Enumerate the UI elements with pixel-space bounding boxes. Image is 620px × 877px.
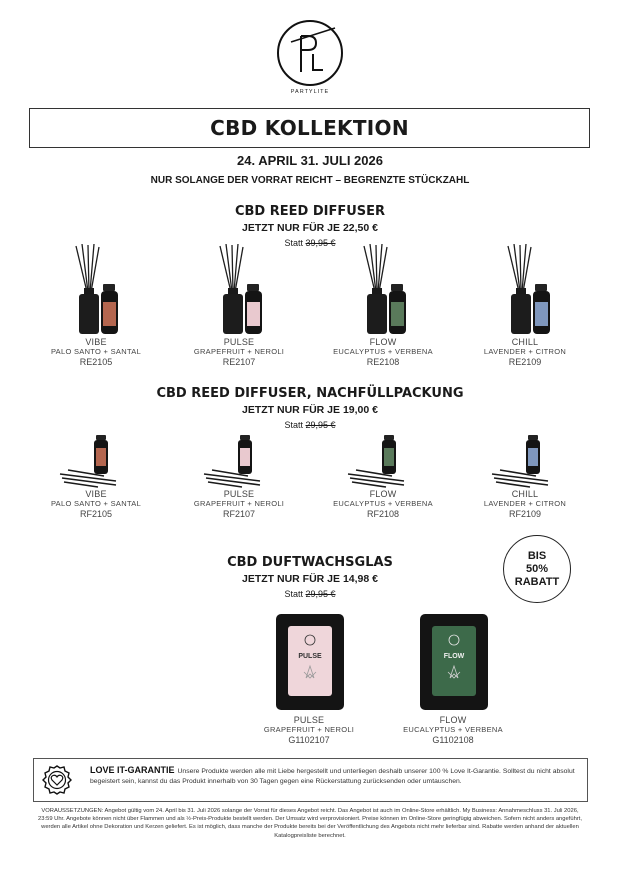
- product-scent: LAVENDER + CITRON: [483, 347, 567, 356]
- statt-label: Statt: [284, 238, 303, 248]
- diffuser-flow-image: [354, 244, 414, 336]
- partylite-logo-icon: [275, 18, 345, 88]
- love-it-guarantee-box: [33, 758, 588, 802]
- product-code: G1102108: [432, 735, 474, 745]
- diffuser-pulse-image: [210, 244, 270, 336]
- product-flow-diffuser: [313, 337, 453, 367]
- title-box: [29, 108, 590, 148]
- product-name: CHILL: [511, 489, 539, 499]
- product-name: VIBE: [85, 489, 107, 499]
- product-chill-diffuser: [455, 337, 595, 367]
- refill-vibe-image: [58, 434, 122, 488]
- product-scent: PALO SANTO + SANTAL: [50, 347, 142, 356]
- product-code: RF2108: [366, 509, 400, 519]
- wax-glass-flow-image: [418, 612, 490, 712]
- product-code: G1102107: [288, 735, 330, 745]
- product-code: RE2108: [366, 357, 400, 367]
- terms-footnote: VORAUSSETZUNGEN: Angebot gültig vom 24. April bis 31. Juli 2026 solange der Vorrat für dieses Angebot reicht. Das Angebot ist auch im Online-Store erhältlich. My Business: Annahmeschluss 31. Juli 2026, 23:59 Uhr. Angebote können nicht über Flammen und als ½-Preis-Produkte bestellt werden. Der Umsatz wird verprovisioniert. Preise können im Online-Store geringfügig abweichen. Sofern nicht anders angeführt, werden alle Artikel ohne Dekoration und Kerzen geliefert. Es ist möglich, dass manche der Produkte bereits bei der Veröffentlichung des Angebots nicht mehr lieferbar sind. Rabatte werden anhand der aktuellen Katalogpreisliste berechnet.: [38, 808, 582, 839]
- section-price-refill: JETZT NUR FÜR JE 19,00 €: [242, 404, 378, 416]
- product-code: RF2107: [222, 509, 256, 519]
- product-scent: LAVENDER + CITRON: [483, 499, 567, 508]
- product-code: RE2109: [508, 357, 542, 367]
- section-title-refill: CBD REED DIFFUSER, NACHFÜLLPACKUNG: [156, 386, 464, 401]
- wax-glass-pulse-image: [274, 612, 346, 712]
- product-name: FLOW: [439, 715, 467, 725]
- product-scent: EUCALYPTUS + VERBENA: [333, 499, 433, 508]
- guarantee-title: LOVE IT-GARANTIE: [90, 765, 175, 775]
- section-old-price-refill: [0, 420, 620, 430]
- product-flow-glass: [383, 715, 523, 745]
- diffuser-vibe-image: [66, 244, 126, 336]
- diffuser-chill-image: [498, 244, 558, 336]
- badge-line-3: RABATT: [514, 575, 560, 588]
- product-vibe-refill: [26, 489, 166, 519]
- product-name: PULSE: [293, 715, 325, 725]
- refill-pulse-image: [202, 434, 266, 488]
- product-pulse-diffuser: [169, 337, 309, 367]
- brand-name: PARTYLITE: [290, 89, 330, 95]
- refill-flow-image: [346, 434, 410, 488]
- limit-note: NUR SOLANGE DER VORRAT REICHT – BEGRENZTE STÜCKZAHL: [150, 175, 470, 186]
- heart-seal-icon: [42, 765, 72, 795]
- product-scent: EUCALYPTUS + VERBENA: [333, 347, 433, 356]
- old-price: 29,95 €: [305, 589, 336, 599]
- product-name: PULSE: [223, 489, 255, 499]
- badge-line-1: BIS: [527, 549, 547, 562]
- product-pulse-glass: [239, 715, 379, 745]
- product-scent: PALO SANTO + SANTAL: [50, 499, 142, 508]
- refill-chill-image: [490, 434, 554, 488]
- product-code: RF2105: [79, 509, 113, 519]
- product-vibe-diffuser: [26, 337, 166, 367]
- old-price: 29,95 €: [305, 420, 336, 430]
- product-name: CHILL: [511, 337, 539, 347]
- product-code: RE2105: [79, 357, 113, 367]
- old-price: 39,95 €: [305, 238, 336, 248]
- date-range: 24. APRIL 31. JULI 2026: [237, 153, 383, 168]
- product-scent: GRAPEFRUIT + NEROLI: [193, 499, 285, 508]
- product-pulse-refill: [169, 489, 309, 519]
- product-name: PULSE: [223, 337, 255, 347]
- product-flow-refill: [313, 489, 453, 519]
- section-title-wax-glass: CBD DUFTWACHSGLAS: [227, 555, 393, 570]
- guarantee-text: Unsere Produkte werden alle mit Liebe hergestellt und unterliegen deshalb unserer 100 % Love It-Garantie. Solltest du nicht absolut begeistert sein, kannst du das Produkt innerhalb von 30 Tagen gegen eine Rückerstattung zurücksenden oder umtauschen.: [90, 768, 575, 785]
- section-title-reed-diffuser: CBD REED DIFFUSER: [234, 204, 386, 219]
- section-price-reed-diffuser: JETZT NUR FÜR JE 22,50 €: [242, 222, 378, 234]
- statt-label: Statt: [284, 420, 303, 430]
- statt-label: Statt: [284, 589, 303, 599]
- label-color: [103, 302, 116, 326]
- product-code: RE2107: [222, 357, 256, 367]
- product-scent: GRAPEFRUIT + NEROLI: [193, 347, 285, 356]
- product-scent: GRAPEFRUIT + NEROLI: [263, 725, 355, 734]
- product-scent: EUCALYPTUS + VERBENA: [403, 725, 503, 734]
- badge-line-2: 50%: [525, 562, 549, 575]
- section-price-wax-glass: JETZT NUR FÜR JE 14,98 €: [242, 573, 378, 585]
- product-code: RF2109: [508, 509, 542, 519]
- guarantee-text-block: [90, 765, 580, 787]
- product-name: FLOW: [369, 489, 397, 499]
- product-name: VIBE: [85, 337, 107, 347]
- page-title: CBD KOLLEKTION: [210, 116, 409, 140]
- product-chill-refill: [455, 489, 595, 519]
- svg-text:FLOW: FLOW: [443, 653, 465, 660]
- product-name: FLOW: [369, 337, 397, 347]
- discount-badge: [503, 535, 571, 603]
- svg-text:PULSE: PULSE: [298, 653, 322, 660]
